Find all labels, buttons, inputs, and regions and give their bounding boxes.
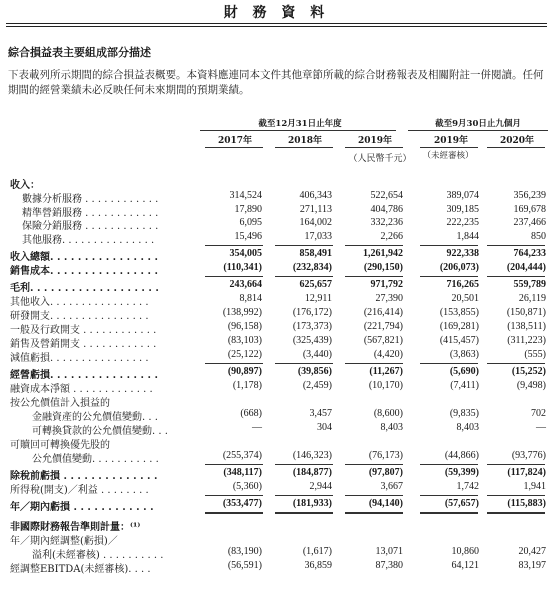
year-rule <box>205 147 263 148</box>
unit-label: （人民幣千元） <box>348 154 412 164</box>
table-row <box>0 380 553 393</box>
table-cell: (348,117) <box>223 467 262 478</box>
year-rule <box>345 147 403 148</box>
table-row <box>0 408 553 421</box>
year-header-2019: 2019年 <box>357 136 393 146</box>
year-rule <box>420 147 478 148</box>
table-cell: 2,944 <box>309 481 332 492</box>
table-cell: 702 <box>531 408 546 419</box>
section-heading: 綜合損益表主要組成部分描述 <box>8 46 151 59</box>
table-cell: 271,113 <box>299 204 332 215</box>
row-label: 銷售成本. . . . . . . . . . . . . . . . <box>10 266 158 277</box>
subtotal-rule <box>345 464 403 465</box>
table-cell: 8,403 <box>380 422 403 433</box>
table-cell: (138,992) <box>222 307 262 318</box>
table-row <box>0 335 553 348</box>
row-label: 金融資產的公允價值變動. . . <box>32 412 158 423</box>
table-cell: 625,657 <box>299 279 332 290</box>
table-cell: 237,466 <box>513 217 546 228</box>
table-cell: (216,414) <box>363 307 403 318</box>
subtotal-rule <box>345 495 403 496</box>
table-cell: 314,524 <box>229 190 262 201</box>
table-cell: 3,457 <box>309 408 332 419</box>
table-cell: 10,860 <box>451 546 479 557</box>
table-cell: (150,871) <box>506 307 546 318</box>
table-cell: 332,236 <box>370 217 403 228</box>
subtotal-rule <box>275 276 333 277</box>
row-label: 其他收入. . . . . . . . . . . . . . . . <box>10 297 149 308</box>
total-double-rule <box>205 512 263 514</box>
table-cell: 922,338 <box>446 248 479 259</box>
table-row <box>0 366 553 379</box>
table-cell: 27,390 <box>375 293 403 304</box>
year-header-2020-9m: 2020年 <box>499 136 535 146</box>
table-cell: 971,792 <box>370 279 403 290</box>
table-cell: (25,122) <box>227 349 262 360</box>
table-cell: 559,789 <box>513 279 546 290</box>
table-cell: (181,933) <box>292 498 332 509</box>
table-cell: 1,941 <box>523 481 546 492</box>
table-cell: 83,197 <box>518 560 546 571</box>
table-cell: (567,821) <box>363 335 403 346</box>
table-cell: (169,281) <box>439 321 479 332</box>
table-cell: (153,855) <box>439 307 479 318</box>
row-label: 減值虧損. . . . . . . . . . . . . . . . <box>10 353 149 364</box>
subtotal-rule <box>205 276 263 277</box>
table-cell: (97,807) <box>368 467 403 478</box>
row-label: 銷售及營銷開支 . . . . . . . . . . . . <box>10 339 157 350</box>
table-cell: 404,786 <box>370 204 403 215</box>
row-label: 毛利. . . . . . . . . . . . . . . . . . . <box>10 283 159 294</box>
table-cell: (56,591) <box>227 560 262 571</box>
table-cell: (221,794) <box>363 321 403 332</box>
table-cell: 304 <box>317 422 332 433</box>
row-label: 年／期內虧損 . . . . . . . . . . . . <box>10 502 154 513</box>
subtotal-rule <box>345 276 403 277</box>
subtotal-rule <box>487 464 545 465</box>
table-cell: 1,261,942 <box>363 248 403 259</box>
table-cell: 36,859 <box>304 560 332 571</box>
table-row <box>0 560 553 573</box>
table-row <box>0 450 553 463</box>
table-cell: (1,178) <box>232 380 262 391</box>
table-row <box>0 532 553 545</box>
page-title: 財 務 資 料 <box>223 5 330 21</box>
subtotal-rule <box>487 245 545 246</box>
table-cell: 164,002 <box>299 217 332 228</box>
subtotal-rule <box>420 363 478 364</box>
table-cell: (138,511) <box>507 321 546 332</box>
table-cell: (96,158) <box>227 321 262 332</box>
table-row <box>0 481 553 494</box>
table-cell: (184,877) <box>292 467 332 478</box>
title-rule-thin <box>6 26 547 27</box>
group-header-nine-months: 截至9月30日止九個月 <box>435 119 521 129</box>
row-label: 研發開支. . . . . . . . . . . . . . . . <box>10 311 149 322</box>
subtotal-rule <box>275 464 333 465</box>
table-cell: 20,501 <box>451 293 479 304</box>
table-cell: (232,834) <box>292 262 332 273</box>
table-cell: (325,439) <box>292 335 332 346</box>
subtotal-rule <box>205 245 263 246</box>
subtotal-rule <box>420 245 478 246</box>
table-cell: (668) <box>240 408 262 419</box>
table-cell: (90,897) <box>227 366 262 377</box>
table-cell: (115,883) <box>507 498 546 509</box>
table-row <box>0 321 553 334</box>
table-cell: 1,844 <box>456 231 479 242</box>
table-cell: 13,071 <box>375 546 403 557</box>
table-cell: (204,444) <box>506 262 546 273</box>
total-double-rule <box>275 512 333 514</box>
table-cell: 716,265 <box>446 279 479 290</box>
table-cell: (83,103) <box>227 335 262 346</box>
table-row <box>0 217 553 230</box>
table-cell: 309,185 <box>446 204 479 215</box>
table-row <box>0 248 553 261</box>
table-cell: (206,073) <box>439 262 479 273</box>
table-cell: 17,890 <box>234 204 262 215</box>
table-row <box>0 307 553 320</box>
table-cell: 764,233 <box>513 248 546 259</box>
subtotal-rule <box>487 363 545 364</box>
table-cell: (5,690) <box>449 366 479 377</box>
table-cell: 26,119 <box>518 293 546 304</box>
table-cell: (3,440) <box>302 349 332 360</box>
table-row <box>0 176 553 189</box>
subtotal-rule <box>487 495 545 496</box>
subtotal-rule <box>275 363 333 364</box>
table-row <box>0 349 553 362</box>
subtotal-rule <box>345 245 403 246</box>
table-cell: (10,170) <box>368 380 403 391</box>
table-row <box>0 231 553 244</box>
subtotal-rule <box>420 464 478 465</box>
subtotal-rule <box>205 495 263 496</box>
table-cell: (353,477) <box>222 498 262 509</box>
table-cell: 243,664 <box>229 279 262 290</box>
table-cell: (44,866) <box>444 450 479 461</box>
table-cell: (57,657) <box>444 498 479 509</box>
table-cell: 356,239 <box>513 190 546 201</box>
table-cell: 522,654 <box>370 190 403 201</box>
table-cell: 354,005 <box>229 248 262 259</box>
table-row <box>0 518 553 531</box>
table-cell: (255,374) <box>222 450 262 461</box>
intro-paragraph: 下表載列所示期間的綜合損益表概要。本資料應連同本文件其他章節所載的綜合財務報表及相關附註一併閱讀。任何期間的經營業績未必反映任何未來期間的預期業績。 <box>8 69 544 96</box>
table-cell: 2,266 <box>380 231 403 242</box>
row-label: 可轉換貸款的公允價值變動. . . <box>32 426 168 437</box>
year-header-2017: 2017年 <box>217 136 253 146</box>
table-cell: (15,252) <box>511 366 546 377</box>
table-row <box>0 467 553 480</box>
year-rule <box>487 147 545 148</box>
row-label: 精準營銷服務 . . . . . . . . . . . . <box>22 208 159 219</box>
table-cell: 64,121 <box>451 560 479 571</box>
subtotal-rule <box>205 464 263 465</box>
table-cell: (83,190) <box>227 546 262 557</box>
row-label: 年／期內經調整(虧損)／ <box>10 536 118 547</box>
table-cell: (39,856) <box>297 366 332 377</box>
table-row <box>0 190 553 203</box>
table-cell: 406,343 <box>299 190 332 201</box>
table-cell: 8,403 <box>456 422 479 433</box>
table-cell: — <box>536 422 546 433</box>
table-cell: 87,380 <box>375 560 403 571</box>
table-cell: (7,411) <box>450 380 479 391</box>
table-cell: 17,033 <box>304 231 332 242</box>
table-cell: (93,776) <box>511 450 546 461</box>
table-row <box>0 436 553 449</box>
row-label: 除稅前虧損 . . . . . . . . . . . . . . <box>10 471 158 482</box>
row-label: 收入總額. . . . . . . . . . . . . . . . <box>10 252 158 263</box>
row-label: 融資成本淨額 . . . . . . . . . . . . . <box>10 384 153 395</box>
table-cell: (2,459) <box>302 380 332 391</box>
group-rule-nine-months <box>408 130 548 131</box>
table-cell: 8,814 <box>239 293 262 304</box>
subtotal-rule <box>205 363 263 364</box>
table-cell: 1,742 <box>456 481 479 492</box>
group-header-fiscal-year: 截至12月31日止年度 <box>258 119 342 129</box>
table-row <box>0 279 553 292</box>
table-cell: (1,617) <box>302 546 332 557</box>
table-cell: (9,835) <box>449 408 479 419</box>
row-label: 可贖回可轉換優先股的 <box>10 440 110 451</box>
table-row <box>0 293 553 306</box>
table-cell: (173,373) <box>292 321 332 332</box>
row-label: 公允價值變動. . . . . . . . . . . <box>32 454 159 465</box>
table-row <box>0 546 553 559</box>
title-rule <box>6 23 547 24</box>
row-label: 非國際財務報告準則計量：⁽¹⁾ <box>10 522 141 533</box>
table-cell: (94,140) <box>368 498 403 509</box>
subtotal-rule <box>487 276 545 277</box>
table-cell: (415,457) <box>439 335 479 346</box>
table-cell: 15,496 <box>234 231 262 242</box>
table-cell: (5,360) <box>232 481 262 492</box>
table-cell: (11,267) <box>369 366 403 377</box>
year-header-2019-9m: 2019年 <box>433 136 469 146</box>
table-cell: 6,095 <box>239 217 262 228</box>
table-row <box>0 204 553 217</box>
table-cell: (76,173) <box>368 450 403 461</box>
table-cell: (117,824) <box>507 467 546 478</box>
table-cell: 3,667 <box>380 481 403 492</box>
subtotal-rule <box>275 245 333 246</box>
table-cell: (8,600) <box>373 408 403 419</box>
row-label: 收入： <box>10 180 40 191</box>
row-label: 保險分銷服務 . . . . . . . . . . . . <box>22 221 159 232</box>
table-cell: 858,491 <box>299 248 332 259</box>
subtotal-rule <box>420 495 478 496</box>
total-double-rule <box>420 512 478 514</box>
row-label: 經調整EBITDA(未經審核). . . . <box>10 564 151 575</box>
table-cell: 169,678 <box>513 204 546 215</box>
table-row <box>0 498 553 511</box>
table-cell: (59,399) <box>444 467 479 478</box>
table-cell: 222,235 <box>446 217 479 228</box>
total-double-rule <box>345 512 403 514</box>
total-double-rule <box>487 512 545 514</box>
table-cell: (110,341) <box>223 262 262 273</box>
row-label: 按公允價值計入損益的 <box>10 398 110 409</box>
subtotal-rule <box>275 495 333 496</box>
table-row <box>0 394 553 407</box>
table-cell: (290,150) <box>363 262 403 273</box>
table-cell: 389,074 <box>446 190 479 201</box>
table-row <box>0 262 553 275</box>
row-label: 數據分析服務 . . . . . . . . . . . . <box>22 194 159 205</box>
table-cell: 850 <box>531 231 546 242</box>
subtotal-rule <box>420 276 478 277</box>
row-label: 一般及行政開支 . . . . . . . . . . . . <box>10 325 157 336</box>
table-cell: (555) <box>524 349 546 360</box>
year-rule <box>275 147 333 148</box>
group-rule-fiscal-year <box>200 130 396 131</box>
table-cell: 20,427 <box>518 546 546 557</box>
row-label: 其他服務. . . . . . . . . . . . . . . <box>22 235 155 246</box>
table-cell: (9,498) <box>516 380 546 391</box>
row-label: 經營虧損. . . . . . . . . . . . . . . . <box>10 370 158 381</box>
table-cell: (146,323) <box>292 450 332 461</box>
table-cell: (3,863) <box>449 349 479 360</box>
subtotal-rule <box>345 363 403 364</box>
table-cell: (176,172) <box>292 307 332 318</box>
unaudited-label: （未經審核） <box>422 151 474 161</box>
table-row <box>0 422 553 435</box>
table-cell: (4,420) <box>373 349 403 360</box>
year-header-2018: 2018年 <box>287 136 323 146</box>
table-cell: (311,223) <box>507 335 546 346</box>
row-label: 溢利(未經審核) . . . . . . . . . . <box>32 550 164 561</box>
table-cell: — <box>252 422 262 433</box>
row-label: 所得稅(開支)／利益 . . . . . . . . <box>10 485 149 496</box>
table-cell: 12,911 <box>304 293 332 304</box>
